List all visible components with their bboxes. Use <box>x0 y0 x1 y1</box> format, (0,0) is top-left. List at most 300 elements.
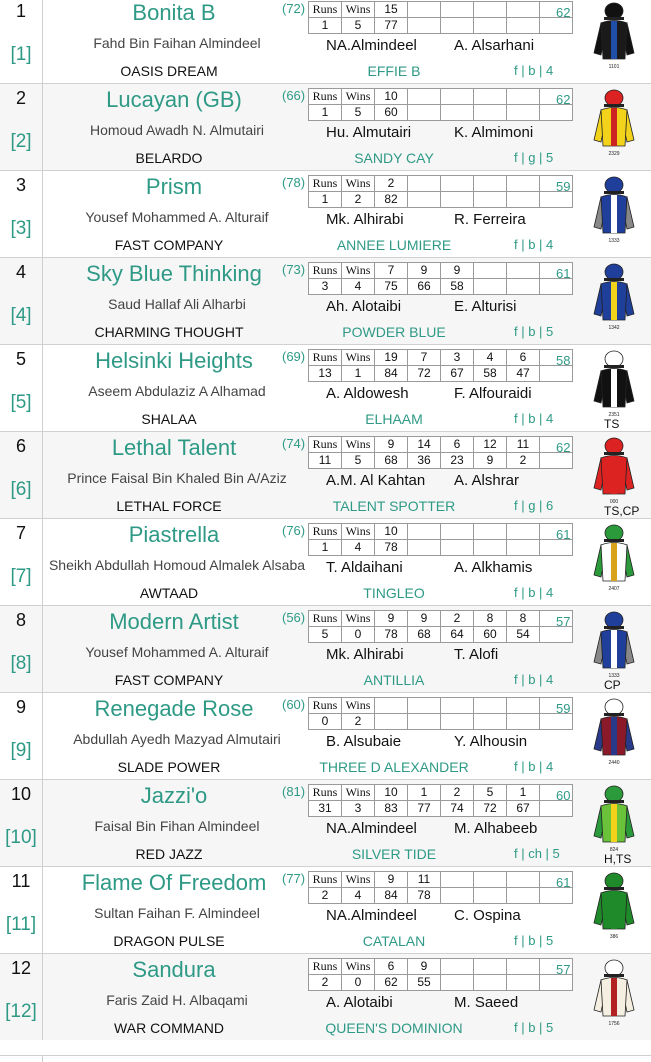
jockey-silks-icon <box>592 1 636 65</box>
stats-top-row <box>309 263 573 279</box>
stats-cell: 77 <box>408 801 441 817</box>
runner-number: 11 <box>11 871 31 891</box>
stats-cell <box>441 105 474 121</box>
stats-cell: 64 <box>441 627 474 643</box>
draw-number: [2] <box>10 131 32 152</box>
jockey-name[interactable]: NA.Almindeel <box>326 37 417 54</box>
stats-cell <box>375 698 408 714</box>
sire-name: WAR COMMAND <box>114 1020 224 1036</box>
stats-cell: 75 <box>375 279 408 295</box>
owner-name: Faris Zaid H. Albaqami <box>106 992 248 1008</box>
jockey-silks-icon <box>592 262 636 326</box>
points-value: 58 <box>556 353 571 368</box>
owner-name: Homoud Awadh N. Almutairi <box>89 122 265 138</box>
stats-cell <box>375 714 408 730</box>
trainer-name[interactable]: R. Ferreira <box>454 211 526 228</box>
trainer-name[interactable]: M. Saeed <box>454 994 519 1011</box>
jockey-silks-icon <box>592 784 636 848</box>
equipment-codes: TS,CP <box>604 504 640 518</box>
horse-rating: (78) <box>282 175 306 190</box>
wins-label: Wins <box>342 263 375 279</box>
horse-rating: (74) <box>282 436 306 451</box>
trainer-name[interactable]: M. Alhabeeb <box>454 820 538 837</box>
horse-name[interactable]: Piastrella <box>128 522 220 547</box>
stats-cell <box>474 279 507 295</box>
points-value: 60 <box>556 788 571 803</box>
sire-name: RED JAZZ <box>135 846 203 862</box>
horse-rating: (66) <box>282 88 306 103</box>
stats-cell: 72 <box>408 366 441 382</box>
jockey-silks-icon <box>592 436 636 500</box>
horse-rating: (77) <box>282 871 306 886</box>
runs-value: 31 <box>309 801 342 817</box>
points-value: 62 <box>556 5 571 20</box>
stats-bottom-row <box>309 192 573 208</box>
stats-cell <box>507 698 540 714</box>
form-stats-table <box>308 175 573 208</box>
owner-name: Sheikh Abdullah Homoud Almalek Alsaba <box>48 557 306 573</box>
runs-label: Runs <box>309 350 342 366</box>
stats-bottom-row <box>309 714 573 730</box>
silk-number: 1101 <box>608 64 620 70</box>
wins-label: Wins <box>342 524 375 540</box>
stats-top-row <box>309 2 573 18</box>
draw-number: [6] <box>10 479 32 500</box>
runs-label: Runs <box>309 785 342 801</box>
trainer-name[interactable]: A. Alkhamis <box>454 559 533 576</box>
horse-name[interactable]: Sandura <box>132 957 216 982</box>
draw-number: [3] <box>10 218 32 239</box>
jockey-name[interactable]: A. Aldowesh <box>326 385 409 402</box>
stats-cell <box>507 263 540 279</box>
jockey-name[interactable]: NA.Almindeel <box>326 820 417 837</box>
jockey-name[interactable]: A. Alotaibi <box>326 994 393 1011</box>
stats-cell <box>441 959 474 975</box>
runner-card[interactable] <box>0 605 651 692</box>
runner-number: 2 <box>15 88 26 108</box>
points-value: 61 <box>556 527 571 542</box>
owner-name: Faisal Bin Fihan Almindeel <box>94 818 260 834</box>
stats-cell <box>441 888 474 904</box>
sire-name: SLADE POWER <box>117 759 221 775</box>
jockey-silks-icon <box>592 871 636 935</box>
stats-cell <box>474 888 507 904</box>
owner-name: Yousef Mohammed A. Alturaif <box>85 209 269 225</box>
sire-name: LETHAL FORCE <box>116 498 222 514</box>
stats-cell <box>474 975 507 991</box>
stats-cell <box>474 18 507 34</box>
stats-cell: 62 <box>375 975 408 991</box>
sire-name: FAST COMPANY <box>114 237 224 253</box>
runner-number: 3 <box>15 175 26 195</box>
runner-index-column <box>0 1056 43 1062</box>
horse-name[interactable]: Bonita B <box>132 0 216 25</box>
stats-cell <box>441 2 474 18</box>
stats-cell: 60 <box>474 627 507 643</box>
points-value: 62 <box>556 440 571 455</box>
stats-cell <box>474 540 507 556</box>
stats-cell: 2 <box>507 453 540 469</box>
stats-cell: 66 <box>408 279 441 295</box>
dam-name: TALENT SPOTTER <box>332 498 456 514</box>
runner-number: 4 <box>15 262 26 282</box>
runner-number: 10 <box>10 784 32 804</box>
jockey-silks-icon <box>592 697 636 761</box>
horse-name[interactable]: Lethal Talent <box>111 435 237 460</box>
stats-cell <box>507 872 540 888</box>
runs-label: Runs <box>309 263 342 279</box>
stats-cell: 7 <box>375 263 408 279</box>
stats-bottom-row <box>309 366 573 382</box>
dam-name: SANDY CAY <box>354 150 434 166</box>
draw-number: [5] <box>10 392 32 413</box>
owner-name: Yousef Mohammed A. Alturaif <box>85 644 269 660</box>
runs-label: Runs <box>309 437 342 453</box>
dam-name: ANTILLIA <box>363 672 425 688</box>
form-stats-table <box>308 436 573 469</box>
runner-card[interactable] <box>0 83 651 170</box>
stats-cell: 19 <box>375 350 408 366</box>
stats-cell <box>408 524 441 540</box>
runs-value: 1 <box>309 105 342 121</box>
jockey-name[interactable]: Hu. Almutairi <box>326 124 412 141</box>
runner-card[interactable] <box>0 866 651 953</box>
jockey-silks-icon <box>592 175 636 239</box>
stats-cell: 2 <box>441 611 474 627</box>
wins-value: 5 <box>342 105 375 121</box>
points-value: 61 <box>556 266 571 281</box>
stats-cell: 60 <box>375 105 408 121</box>
stats-cell <box>441 872 474 888</box>
runner-card[interactable] <box>0 170 651 257</box>
stats-bottom-row <box>309 540 573 556</box>
stats-cell: 11 <box>507 437 540 453</box>
stats-cell <box>507 176 540 192</box>
dam-name: POWDER BLUE <box>342 324 446 340</box>
wins-value: 3 <box>342 801 375 817</box>
stats-cell: 6 <box>441 437 474 453</box>
dam-name: ELHAAM <box>365 411 423 427</box>
sex-color-age: f | b | 4 <box>514 759 554 774</box>
dam-name: CATALAN <box>362 933 426 949</box>
wins-label: Wins <box>342 959 375 975</box>
horse-rating: (60) <box>282 697 306 712</box>
form-stats-table <box>308 349 573 382</box>
jockey-name[interactable]: Mk. Alhirabi <box>326 211 404 228</box>
stats-top-row <box>309 785 573 801</box>
wins-value: 5 <box>342 18 375 34</box>
runs-label: Runs <box>309 872 342 888</box>
stats-cell: 12 <box>474 437 507 453</box>
sex-color-age: f | g | 6 <box>514 498 554 513</box>
form-stats-table <box>308 88 573 121</box>
horse-rating: (69) <box>282 349 306 364</box>
trainer-name[interactable]: K. Almimoni <box>454 124 534 141</box>
stats-top-row <box>309 437 573 453</box>
wins-label: Wins <box>342 611 375 627</box>
stats-cell: 82 <box>375 192 408 208</box>
stats-cell: 9 <box>474 453 507 469</box>
horse-name[interactable]: Sky Blue Thinking <box>86 261 262 286</box>
stats-cell <box>408 176 441 192</box>
stats-cell: 15 <box>375 2 408 18</box>
sex-color-age: f | b | 5 <box>514 1020 554 1035</box>
wins-label: Wins <box>342 698 375 714</box>
runs-value: 1 <box>309 18 342 34</box>
horse-name[interactable]: Lucayan (GB) <box>106 87 242 112</box>
stats-cell: 10 <box>375 89 408 105</box>
dam-name: ANNEE LUMIERE <box>336 237 452 253</box>
stats-cell <box>408 89 441 105</box>
wins-value: 0 <box>342 627 375 643</box>
wins-value: 0 <box>342 975 375 991</box>
stats-cell: 9 <box>408 959 441 975</box>
wins-label: Wins <box>342 785 375 801</box>
draw-number: [7] <box>10 566 32 587</box>
stats-cell: 47 <box>507 366 540 382</box>
owner-name: Aseem Abdulaziz A Alhamad <box>88 383 266 399</box>
trainer-name[interactable]: F. Alfouraidi <box>454 385 532 402</box>
stats-cell <box>507 18 540 34</box>
runs-label: Runs <box>309 2 342 18</box>
stats-cell: 10 <box>375 524 408 540</box>
horse-name[interactable]: Jazzi'o <box>140 783 208 808</box>
runner-number: 12 <box>10 958 32 978</box>
horse-name[interactable]: Modern Artist <box>109 609 239 634</box>
points-value: 57 <box>556 614 571 629</box>
stats-top-row <box>309 350 573 366</box>
points-value: 57 <box>556 962 571 977</box>
stats-cell: 55 <box>408 975 441 991</box>
stats-cell <box>408 105 441 121</box>
stats-cell: 9 <box>375 872 408 888</box>
stats-cell <box>408 2 441 18</box>
stats-cell: 8 <box>507 611 540 627</box>
owner-name: Abdullah Ayedh Mazyad Almutairi <box>73 731 281 747</box>
stats-cell <box>474 192 507 208</box>
sire-name: FAST COMPANY <box>114 672 224 688</box>
stats-cell <box>507 888 540 904</box>
stats-cell: 84 <box>375 366 408 382</box>
horse-name[interactable]: Renegade Rose <box>94 696 254 721</box>
stats-cell: 72 <box>474 801 507 817</box>
stats-top-row <box>309 524 573 540</box>
runner-card[interactable] <box>0 431 651 518</box>
jockey-name[interactable]: Mk. Alhirabi <box>326 646 404 663</box>
stats-cell: 67 <box>507 801 540 817</box>
jockey-name[interactable]: A.M. Al Kahtan <box>326 472 426 489</box>
wins-value: 5 <box>342 453 375 469</box>
wins-value: 4 <box>342 540 375 556</box>
runner-card[interactable] <box>0 779 651 866</box>
runs-value: 1 <box>309 540 342 556</box>
wins-label: Wins <box>342 437 375 453</box>
stats-cell: 2 <box>375 176 408 192</box>
stats-cell: 10 <box>375 785 408 801</box>
form-stats-table <box>308 523 573 556</box>
horse-rating: (76) <box>282 523 306 538</box>
trainer-name[interactable]: A. Alshrar <box>454 472 520 489</box>
stats-top-row <box>309 959 573 975</box>
stats-cell: 83 <box>375 801 408 817</box>
stats-cell <box>474 176 507 192</box>
runner-card[interactable] <box>0 344 651 431</box>
horse-name[interactable]: Flame Of Freedom <box>81 870 267 895</box>
stats-cell: 58 <box>474 366 507 382</box>
runner-number: 7 <box>15 523 26 543</box>
jockey-name[interactable]: NA.Almindeel <box>326 907 417 924</box>
stats-top-row <box>309 89 573 105</box>
stats-cell <box>474 2 507 18</box>
points-value: 62 <box>556 92 571 107</box>
draw-number: [12] <box>5 1001 37 1022</box>
dam-name: SILVER TIDE <box>351 846 437 862</box>
wins-label: Wins <box>342 872 375 888</box>
stats-bottom-row <box>309 975 573 991</box>
dam-name: EFFIE B <box>367 63 421 79</box>
runs-label: Runs <box>309 524 342 540</box>
trainer-name[interactable]: E. Alturisi <box>454 298 517 315</box>
sex-color-age: f | b | 4 <box>514 63 554 78</box>
stats-cell <box>441 89 474 105</box>
silk-number: 824 <box>609 847 619 853</box>
stats-cell <box>408 18 441 34</box>
stats-cell <box>507 2 540 18</box>
wins-value: 4 <box>342 279 375 295</box>
stats-cell <box>441 540 474 556</box>
sire-name: SHALAA <box>141 411 197 427</box>
trainer-name[interactable]: Y. Alhousin <box>454 733 528 750</box>
stats-cell: 4 <box>474 350 507 366</box>
owner-name: Prince Faisal Bin Khaled Bin A/Aziz <box>67 470 287 486</box>
horse-rating: (72) <box>282 1 306 16</box>
trainer-name[interactable]: T. Alofi <box>454 646 499 663</box>
horse-name[interactable]: Prism <box>145 174 203 199</box>
stats-cell <box>441 975 474 991</box>
sex-color-age: f | g | 5 <box>514 150 554 165</box>
stats-cell: 84 <box>375 888 408 904</box>
runner-card[interactable] <box>0 0 651 83</box>
wins-value: 1 <box>342 366 375 382</box>
stats-cell: 11 <box>408 872 441 888</box>
stats-cell <box>507 959 540 975</box>
stats-cell <box>408 540 441 556</box>
stats-cell: 78 <box>408 888 441 904</box>
stats-cell: 36 <box>408 453 441 469</box>
stats-cell: 74 <box>441 801 474 817</box>
stats-cell: 78 <box>375 540 408 556</box>
silk-number: 000 <box>609 499 619 505</box>
owner-name: Fahd Bin Faihan Almindeel <box>93 35 261 51</box>
wins-value: 2 <box>342 714 375 730</box>
silk-number: 2329 <box>608 151 620 157</box>
points-value: 61 <box>556 875 571 890</box>
stats-cell <box>441 18 474 34</box>
stats-cell: 1 <box>408 785 441 801</box>
stats-cell: 77 <box>375 18 408 34</box>
stats-cell <box>474 105 507 121</box>
horse-rating: (73) <box>282 262 306 277</box>
runner-card[interactable] <box>0 518 651 605</box>
sex-color-age: f | b | 5 <box>514 933 554 948</box>
runner-card[interactable] <box>0 692 651 779</box>
silk-number: 1756 <box>608 1021 620 1027</box>
stats-cell <box>408 698 441 714</box>
stats-cell <box>507 714 540 730</box>
stats-cell <box>441 714 474 730</box>
stats-cell <box>507 279 540 295</box>
sire-name: CHARMING THOUGHT <box>94 324 244 340</box>
stats-cell: 6 <box>507 350 540 366</box>
stats-cell <box>408 192 441 208</box>
runner-card[interactable] <box>0 257 651 344</box>
runs-label: Runs <box>309 698 342 714</box>
stats-cell: 58 <box>441 279 474 295</box>
stats-top-row <box>309 872 573 888</box>
runner-number: 6 <box>15 436 26 456</box>
dam-name: THREE D ALEXANDER <box>319 759 469 775</box>
wins-value: 4 <box>342 888 375 904</box>
sire-name: BELARDO <box>135 150 203 166</box>
jockey-name[interactable]: T. Aldaihani <box>326 559 403 576</box>
jockey-silks-icon <box>592 88 636 152</box>
dam-name: TINGLEO <box>363 585 425 601</box>
draw-number: [1] <box>10 44 32 65</box>
stats-cell: 9 <box>408 263 441 279</box>
stats-bottom-row <box>309 888 573 904</box>
stats-cell: 9 <box>375 437 408 453</box>
runner-card[interactable] <box>0 953 651 1040</box>
stats-cell <box>441 698 474 714</box>
sex-color-age: f | b | 5 <box>514 324 554 339</box>
runner-number: 1 <box>15 1 26 21</box>
silk-number: 1342 <box>608 325 620 331</box>
stats-bottom-row <box>309 801 573 817</box>
stats-top-row <box>309 611 573 627</box>
stats-cell <box>474 524 507 540</box>
sire-name: AWTAAD <box>139 585 199 601</box>
jockey-silks-icon <box>592 610 636 674</box>
silk-number: 386 <box>609 934 619 940</box>
stats-cell <box>474 89 507 105</box>
stats-cell <box>507 89 540 105</box>
runner-number: 9 <box>15 697 26 717</box>
jockey-name[interactable]: Ah. Alotaibi <box>326 298 402 315</box>
stats-cell: 9 <box>408 611 441 627</box>
stats-cell <box>408 714 441 730</box>
stats-cell: 5 <box>474 785 507 801</box>
draw-number: [4] <box>10 305 32 326</box>
stats-cell: 8 <box>474 611 507 627</box>
stats-cell <box>441 524 474 540</box>
jockey-silks-icon <box>592 958 636 1022</box>
trainer-name[interactable]: A. Alsarhani <box>454 37 535 54</box>
trainer-name[interactable]: C. Ospina <box>454 907 521 924</box>
stats-cell <box>474 714 507 730</box>
form-stats-table <box>308 784 573 817</box>
jockey-name[interactable]: B. Alsubaie <box>326 733 402 750</box>
wins-label: Wins <box>342 176 375 192</box>
stats-cell: 7 <box>408 350 441 366</box>
horse-name[interactable]: Helsinki Heights <box>95 348 253 373</box>
wins-value: 2 <box>342 192 375 208</box>
runs-value: 0 <box>309 714 342 730</box>
wins-label: Wins <box>342 89 375 105</box>
runs-value: 11 <box>309 453 342 469</box>
silk-number: 2407 <box>608 586 620 592</box>
runs-value: 5 <box>309 627 342 643</box>
stats-cell <box>441 176 474 192</box>
